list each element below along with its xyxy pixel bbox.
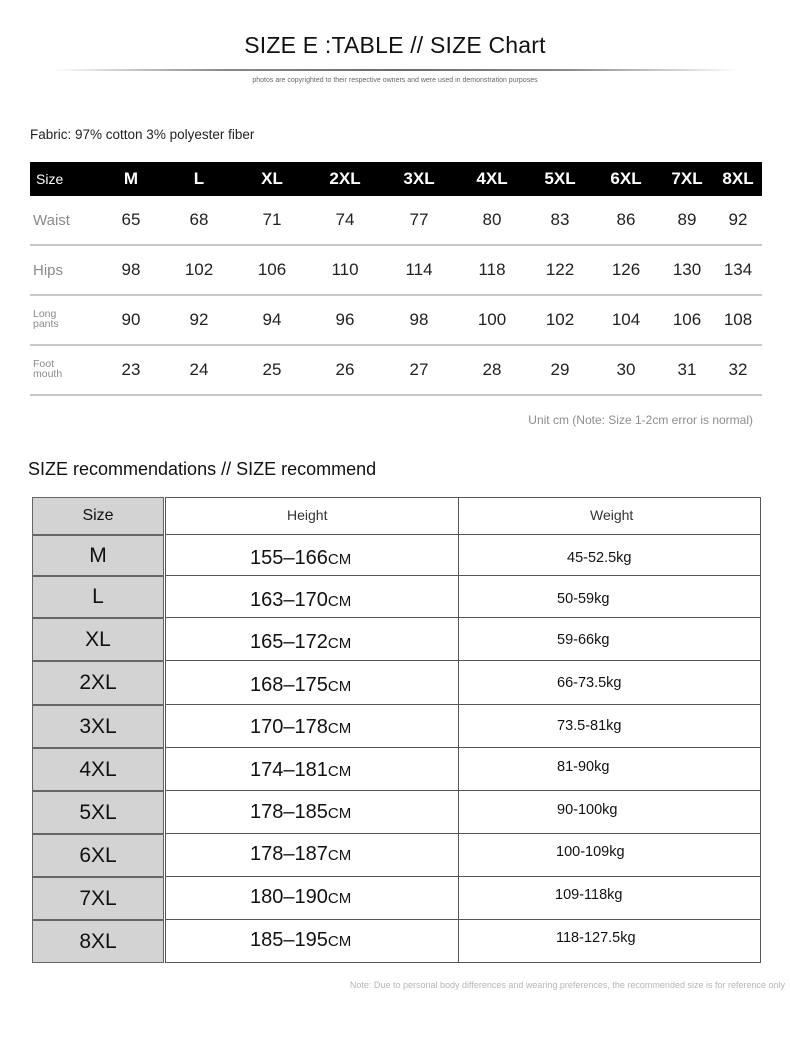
grid-line bbox=[165, 833, 761, 834]
table-cell: 90 bbox=[121, 310, 141, 329]
size-chart-row-long-pants bbox=[30, 296, 762, 346]
table-cell: 106 bbox=[257, 260, 287, 279]
table-cell: 104 bbox=[611, 310, 641, 329]
size-chart-header bbox=[30, 162, 762, 196]
table-cell: 118 bbox=[478, 260, 506, 279]
size-header-cell: 8XL bbox=[722, 169, 754, 188]
grid-line bbox=[760, 497, 761, 963]
table-cell: 96 bbox=[335, 310, 355, 329]
size-header-cell: 5XL bbox=[544, 169, 576, 188]
table-cell: 29 bbox=[550, 360, 570, 379]
height-value: 170–178CM bbox=[250, 716, 352, 738]
table-cell: 86 bbox=[616, 210, 636, 229]
size-header-cell: 7XL bbox=[671, 169, 703, 188]
grid-line bbox=[165, 497, 761, 498]
weight-column-header: Weight bbox=[590, 507, 634, 523]
size-header-cell: 2XL bbox=[329, 169, 361, 188]
size-cell: 6XL bbox=[32, 834, 164, 877]
table-cell: 122 bbox=[545, 260, 575, 279]
size-cell: L bbox=[32, 576, 164, 618]
table-cell: 25 bbox=[262, 360, 282, 379]
table-cell: 71 bbox=[262, 210, 282, 229]
size-header-cell: M bbox=[123, 169, 139, 188]
table-cell: 27 bbox=[409, 360, 429, 379]
table-cell: 102 bbox=[545, 310, 575, 329]
grid-line bbox=[165, 876, 761, 877]
weight-value: 66-73.5kg bbox=[557, 675, 622, 691]
size-chart-row-foot-mouth bbox=[30, 346, 762, 396]
table-cell: 32 bbox=[728, 360, 748, 379]
size-column bbox=[32, 497, 164, 963]
grid-line bbox=[165, 747, 761, 748]
table-cell: 74 bbox=[335, 210, 355, 229]
size-chart-row-hips bbox=[30, 246, 762, 296]
table-cell: 68 bbox=[189, 210, 209, 229]
grid-line bbox=[165, 962, 761, 963]
grid-line bbox=[165, 919, 761, 920]
height-value: 168–175CM bbox=[250, 674, 352, 696]
table-cell: 65 bbox=[121, 210, 141, 229]
size-cell: 4XL bbox=[32, 748, 164, 791]
weight-value: 73.5-81kg bbox=[557, 718, 622, 734]
height-value: 185–195CM bbox=[250, 929, 352, 951]
table-cell: 98 bbox=[409, 310, 429, 329]
weight-value: 50-59kg bbox=[557, 591, 610, 607]
row-label: Hips bbox=[33, 261, 64, 279]
size-header-cell: L bbox=[193, 169, 205, 188]
table-cell: 24 bbox=[189, 360, 209, 379]
table-cell: 80 bbox=[482, 210, 502, 229]
grid-line bbox=[165, 660, 761, 661]
table-cell: 102 bbox=[184, 260, 214, 279]
size-header-cell: 4XL bbox=[476, 169, 508, 188]
height-value: 155–166CM bbox=[250, 547, 352, 569]
table-cell: 114 bbox=[405, 260, 433, 279]
size-cell: 8XL bbox=[32, 920, 164, 963]
size-header-cell: 3XL bbox=[403, 169, 435, 188]
weight-value: 45-52.5kg bbox=[567, 550, 632, 566]
size-column-header: Size bbox=[32, 497, 164, 535]
table-cell: 28 bbox=[482, 360, 502, 379]
grid-line bbox=[165, 617, 761, 618]
table-cell: 92 bbox=[728, 210, 748, 229]
table-cell: 134 bbox=[723, 260, 753, 279]
size-chart-row-waist bbox=[30, 196, 762, 246]
size-chart-table bbox=[30, 162, 762, 396]
size-cell: 5XL bbox=[32, 791, 164, 834]
height-value: 163–170CM bbox=[250, 589, 352, 611]
reference-footnote: Note: Due to personal body differences and wearing preferences, the recommended size is for reference only bbox=[349, 980, 785, 990]
size-cell: XL bbox=[32, 618, 164, 661]
weight-value: 118-127.5kg bbox=[556, 930, 636, 946]
grid-line bbox=[165, 497, 166, 963]
table-cell: 92 bbox=[189, 310, 209, 329]
size-header-cell: XL bbox=[261, 169, 283, 188]
table-cell: 83 bbox=[550, 210, 570, 229]
row-label: Waist bbox=[33, 211, 70, 229]
recommend-title: SIZE recommendations // SIZE recommend bbox=[28, 459, 377, 479]
height-value: 180–190CM bbox=[250, 886, 352, 908]
row-label: Long pants bbox=[33, 308, 59, 330]
size-header-cell: 6XL bbox=[610, 169, 642, 188]
size-recommendation-table bbox=[32, 497, 761, 963]
table-cell: 108 bbox=[723, 310, 753, 329]
grid-line bbox=[165, 534, 761, 535]
grid-line bbox=[165, 575, 761, 576]
fabric-composition: Fabric: 97% cotton 3% polyester fiber bbox=[30, 127, 255, 142]
table-cell: 31 bbox=[677, 360, 697, 379]
weight-value: 90-100kg bbox=[557, 802, 618, 818]
title-divider bbox=[50, 69, 740, 71]
grid-line bbox=[165, 704, 761, 705]
table-cell: 94 bbox=[262, 310, 282, 329]
table-cell: 98 bbox=[121, 260, 141, 279]
weight-value: 59-66kg bbox=[557, 632, 610, 648]
table-cell: 106 bbox=[672, 310, 702, 329]
height-value: 165–172CM bbox=[250, 631, 352, 653]
row-label: Foot mouth bbox=[33, 358, 63, 380]
height-value: 174–181CM bbox=[250, 759, 352, 781]
grid-line bbox=[165, 790, 761, 791]
table-cell: 77 bbox=[409, 210, 429, 229]
copyright-note: photos are copyrighted to their respective owners and were used in demonstration purposes bbox=[252, 77, 538, 84]
page-title: SIZE E :TABLE // SIZE Chart bbox=[244, 32, 546, 58]
weight-value: 81-90kg bbox=[557, 759, 610, 775]
size-cell: 2XL bbox=[32, 661, 164, 705]
height-weight-grid bbox=[165, 497, 761, 963]
table-cell: 30 bbox=[616, 360, 636, 379]
size-cell: 3XL bbox=[32, 705, 164, 748]
height-value: 178–187CM bbox=[250, 843, 352, 865]
size-cell: M bbox=[32, 535, 164, 576]
grid-line bbox=[458, 497, 459, 963]
weight-value: 109-118kg bbox=[555, 887, 623, 903]
table-cell: 100 bbox=[477, 310, 507, 329]
table-cell: 130 bbox=[672, 260, 702, 279]
size-chart-header-label: Size bbox=[36, 171, 64, 187]
size-cell: 7XL bbox=[32, 877, 164, 920]
table-cell: 89 bbox=[677, 210, 697, 229]
height-column-header: Height bbox=[287, 507, 328, 523]
table-cell: 26 bbox=[335, 360, 355, 379]
table-cell: 110 bbox=[331, 260, 359, 279]
table-cell: 23 bbox=[121, 360, 141, 379]
unit-note: Unit cm (Note: Size 1-2cm error is normal) bbox=[528, 413, 753, 427]
height-value: 178–185CM bbox=[250, 801, 352, 823]
weight-value: 100-109kg bbox=[556, 844, 625, 860]
table-cell: 126 bbox=[611, 260, 641, 279]
